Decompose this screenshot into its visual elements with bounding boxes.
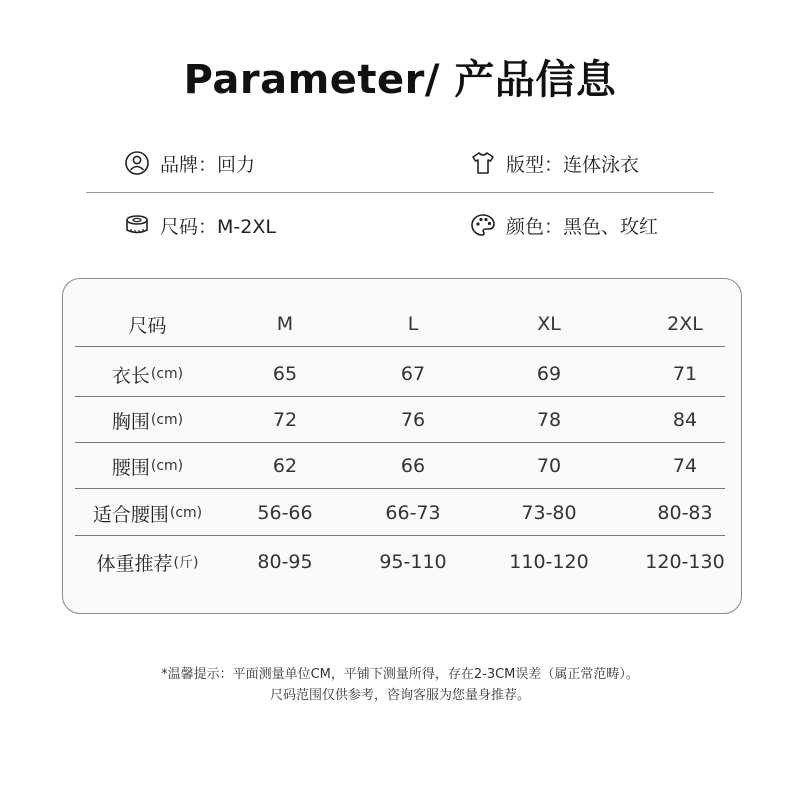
tape-measure-icon: [124, 212, 150, 238]
palette-icon: [470, 212, 496, 238]
table-cell: 95-110: [379, 551, 447, 573]
row-label: 衣长 (cm): [111, 364, 184, 387]
table-cell: 70: [536, 455, 562, 477]
size-info: [124, 210, 276, 240]
table-cell: 65: [272, 363, 298, 385]
table-row: [75, 443, 725, 489]
header-cell: XL: [537, 313, 561, 335]
table-cell: 74: [672, 455, 698, 477]
brand-info: [124, 148, 255, 178]
row-label: 适合腰围 (cm): [92, 503, 203, 526]
size-advice-note: 尺码范围仅供参考，咨询客服为您量身推荐。: [269, 688, 530, 703]
table-header-row: [75, 301, 725, 347]
table-cell: 56-66: [257, 502, 313, 524]
header-cell: M: [276, 313, 294, 335]
brand-text: 品牌：回力: [160, 153, 256, 176]
row-label: 体重推荐 (斤): [96, 552, 199, 575]
page-title: Parameter/ 产品信息: [183, 57, 617, 103]
table-cell: 66: [400, 455, 426, 477]
table-cell: 80-95: [257, 551, 313, 573]
table-cell: 71: [672, 363, 698, 385]
table-cell: 66-73: [385, 502, 441, 524]
size-text: 尺码：M-2XL: [160, 215, 276, 238]
table-cell: 78: [536, 409, 562, 431]
info-divider: [86, 192, 714, 193]
style-text: 版型：连体泳衣: [506, 153, 640, 176]
table-cell: 73-80: [521, 502, 577, 524]
table-cell: 72: [272, 409, 298, 431]
table-row: [75, 397, 725, 443]
tshirt-icon: [470, 150, 496, 176]
color-info: [470, 210, 658, 240]
table-cell: 67: [400, 363, 426, 385]
table-cell: 120-130: [645, 551, 725, 573]
table-cell: 80-83: [657, 502, 713, 524]
table-cell: 110-120: [509, 551, 589, 573]
table-cell: 76: [400, 409, 426, 431]
header-cell: L: [407, 313, 419, 335]
size-table: [62, 278, 742, 614]
row-label: 腰围 (cm): [111, 456, 184, 479]
person-icon: [124, 150, 150, 176]
table-cell: 84: [672, 409, 698, 431]
table-cell: 62: [272, 455, 298, 477]
row-label: 胸围 (cm): [111, 410, 184, 433]
style-info: [470, 148, 639, 178]
header-cell: 2XL: [667, 313, 703, 335]
table-cell: 69: [536, 363, 562, 385]
measurement-note: *温馨提示：平面测量单位CM，平铺下测量所得，存在2-3CM误差（属正常范畴）。: [161, 667, 639, 682]
table-row: [75, 351, 725, 397]
table-row: [75, 490, 725, 536]
color-text: 颜色：黑色、玫红: [506, 215, 659, 238]
table-row: [75, 539, 725, 585]
header-cell: 尺码: [128, 314, 167, 337]
